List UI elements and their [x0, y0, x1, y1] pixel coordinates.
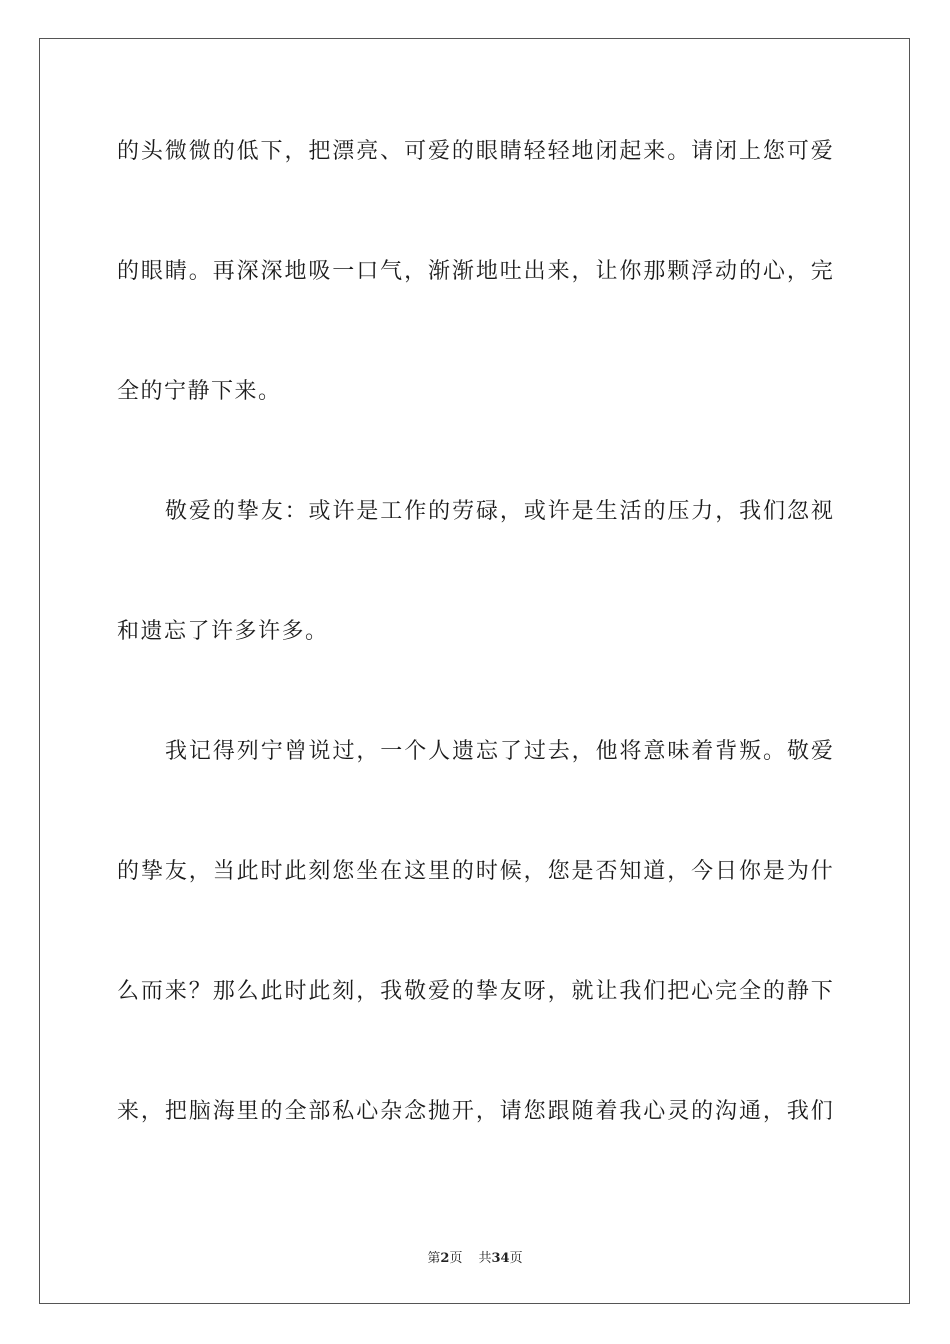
- text-line-2: 的 眼 睛 。 再 深 深 地 吸 一 口 气 ， 渐 渐 地 吐 出 来 ， 让 你 那 颗 浮 动 的 心 ， 完: [117, 259, 833, 284]
- page-footer: [0, 1247, 950, 1266]
- text-line-1: 的 头 微 微 的 低 下 ， 把 漂 亮 、 可 爱 的 眼 睛 轻 轻 地 闭 起 来 。 请 闭 上 您 可 爱: [117, 139, 833, 164]
- current-page-number: 2: [440, 1251, 450, 1266]
- document-body: [117, 128, 833, 1208]
- total-prefix: 共: [478, 1251, 492, 1266]
- text-line-6: 我 记 得 列 宁 曾 说 过 ， 一 个 人 遗 忘 了 过 去 ， 他 将 意 味 着 背 叛 。 敬 爱: [165, 739, 833, 764]
- page-suffix: 页: [449, 1251, 463, 1266]
- text-line-5: 和遗忘了许多许多。: [117, 619, 329, 644]
- page-prefix: 第: [427, 1251, 441, 1266]
- text-line-7: 的 挚 友 ， 当 此 时 此 刻 您 坐 在 这 里 的 时 候 ， 您 是 否 知 道 ， 今 日 你 是 为 什: [117, 859, 833, 884]
- text-line-3: 全的宁静下来。: [117, 379, 282, 404]
- text-line-4: 敬 爱 的 挚 友 ： 或 许 是 工 作 的 劳 碌 ， 或 许 是 生 活 的 压 力 ， 我 们 忽 视: [165, 499, 833, 524]
- total-pages: 34: [491, 1251, 510, 1266]
- text-line-8: 么 而 来 ？ 那 么 此 时 此 刻 ， 我 敬 爱 的 挚 友 呀 ， 就 让 我 们 把 心 完 全 的 静 下: [117, 979, 833, 1004]
- text-line-9: 来 ， 把 脑 海 里 的 全 部 私 心 杂 念 抛 开 ， 请 您 跟 随 着 我 心 灵 的 沟 通 ， 我 们: [117, 1099, 833, 1124]
- total-suffix: 页: [509, 1251, 523, 1266]
